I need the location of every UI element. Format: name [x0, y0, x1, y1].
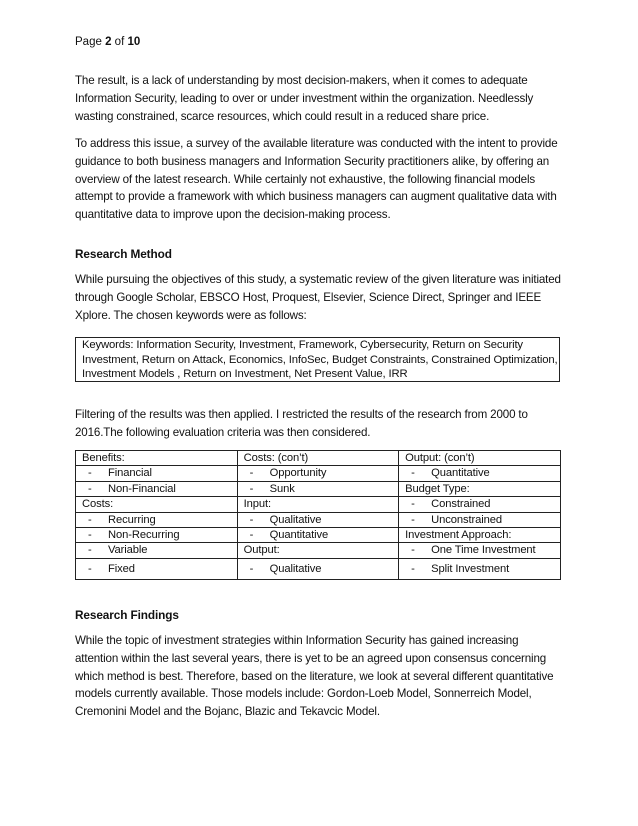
cell-text: Constrained [431, 498, 491, 511]
cell-text: Financial [108, 467, 152, 480]
cell-text: Investment Approach: [405, 528, 512, 541]
page-total: 10 [127, 36, 141, 48]
bullet-dash: - [88, 482, 92, 495]
cell-text: Quantitative [269, 528, 329, 541]
table-cell [76, 512, 238, 527]
table-cell [237, 481, 399, 496]
cell-text: Unconstrained [431, 513, 502, 526]
cell-text: Costs: (con’t) [243, 452, 309, 464]
evaluation-criteria-table [75, 450, 561, 580]
cell-text: Opportunity [269, 467, 327, 480]
cell-text: Output: [243, 544, 280, 557]
paragraph-result: The result, is a lack of understanding by most decision-makers, when it comes to adequate Information Security, leading to over or under investment within the organization. Needlessly wasting constrained, scarce resources, which could result in a reduced share price. [75, 74, 534, 123]
table-row [76, 451, 561, 466]
table-cell [399, 543, 561, 558]
table-cell [399, 527, 561, 542]
cell-text: Split Investment [431, 562, 510, 575]
cell-text: Non-Recurring [108, 528, 180, 541]
paragraph-address-issue: To address this issue, a survey of the available literature was conducted with the intent to provide guidance to both business managers and Information Security practitioners alike, by offering an overview of the latest research. While certainly not exhaustive, the following financial models attempt to provide a framework with which business managers can augment qualitative data with quantitative data to improve upon the decision-making process. [75, 137, 558, 222]
table-cell [399, 497, 561, 512]
cell-text: Output: (con’t) [405, 452, 475, 464]
paragraph-filtering: Filtering of the results was then applied. I restricted the results of the research from 2000 to 2016.The following evaluation criteria was then considered. [75, 408, 528, 439]
bullet-dash: - [411, 467, 415, 480]
bullet-dash: - [249, 482, 254, 495]
table-row [76, 466, 561, 481]
bullet-dash: - [411, 498, 415, 511]
page-header [75, 36, 140, 48]
page-current: 2 [105, 36, 112, 48]
table-cell [76, 451, 238, 466]
table-row [76, 543, 561, 558]
table-cell [237, 451, 399, 466]
table-row [76, 497, 561, 512]
table-cell [399, 481, 561, 496]
bullet-dash: - [88, 528, 92, 541]
bullet-dash: - [411, 562, 415, 575]
cell-text: Variable [108, 544, 148, 557]
table-cell [76, 558, 238, 579]
cell-text: Fixed [108, 562, 135, 575]
paragraph-research-findings: While the topic of investment strategies within Information Security has gained increasing attention within the last several years, there is yet to be an agreed upon consensus concerning which method is best. Therefore, based on the literature, we look at several different quantitative models currently available. Those models include: Gordon-Loeb Model, Sonnerreich Model, Cremonini Model and the Bojanc, Blazic and Tekavcic Model. [75, 634, 554, 719]
table-cell [399, 558, 561, 579]
cell-text: Sunk [269, 482, 295, 495]
table-cell [76, 497, 238, 512]
table-cell [399, 466, 561, 481]
bullet-dash: - [411, 513, 415, 526]
table-cell [237, 558, 399, 579]
bullet-dash: - [88, 467, 92, 480]
table-cell [237, 543, 399, 558]
table-row [76, 527, 561, 542]
cell-text: Benefits: [82, 452, 125, 464]
table-cell [76, 481, 238, 496]
bullet-dash: - [411, 544, 415, 557]
page-of: of [114, 36, 125, 48]
table-cell [76, 527, 238, 542]
page-label: Page [75, 36, 102, 48]
cell-text: One Time Investment [431, 544, 536, 557]
cell-text: Qualitative [269, 513, 322, 526]
cell-text: Quantitative [431, 467, 490, 480]
bullet-dash: - [249, 562, 254, 575]
table-cell [399, 512, 561, 527]
paragraph-research-method: While pursuing the objectives of this study, a systematic review of the given literature was initiated through Google Scholar, EBSCO Host, Proquest, Elsevier, Science Direct, Springer and IEEE Xplore. The chosen keywords were as follows: [75, 273, 561, 322]
heading-research-method: Research Method [75, 247, 172, 261]
table-cell [237, 512, 399, 527]
table-row [76, 558, 561, 579]
table-row [76, 512, 561, 527]
table-cell [237, 527, 399, 542]
bullet-dash: - [249, 467, 254, 480]
bullet-dash: - [88, 544, 92, 557]
cell-text: Budget Type: [405, 482, 470, 495]
keywords-box: Keywords: Information Security, Investment, Framework, Cybersecurity, Return on Security Investment, Return on Attack, Economics, InfoSec, Budget Constraints, Constrained Optimization, Investment Models , Return on Investment, Net Present Value, IRR [75, 337, 560, 382]
cell-text: Costs: [82, 498, 114, 511]
table-row [76, 481, 561, 496]
bullet-dash: - [88, 513, 92, 526]
cell-text: Recurring [108, 513, 156, 526]
cell-text: Input: [243, 498, 272, 511]
table-cell [237, 466, 399, 481]
bullet-dash: - [88, 562, 92, 575]
bullet-dash: - [249, 513, 254, 526]
table-cell [76, 543, 238, 558]
table-cell [237, 497, 399, 512]
table-cell [399, 451, 561, 466]
cell-text: Non-Financial [108, 482, 176, 495]
heading-research-findings: Research Findings [75, 608, 179, 622]
bullet-dash: - [249, 528, 254, 541]
cell-text: Qualitative [269, 562, 322, 575]
table-cell [76, 466, 238, 481]
